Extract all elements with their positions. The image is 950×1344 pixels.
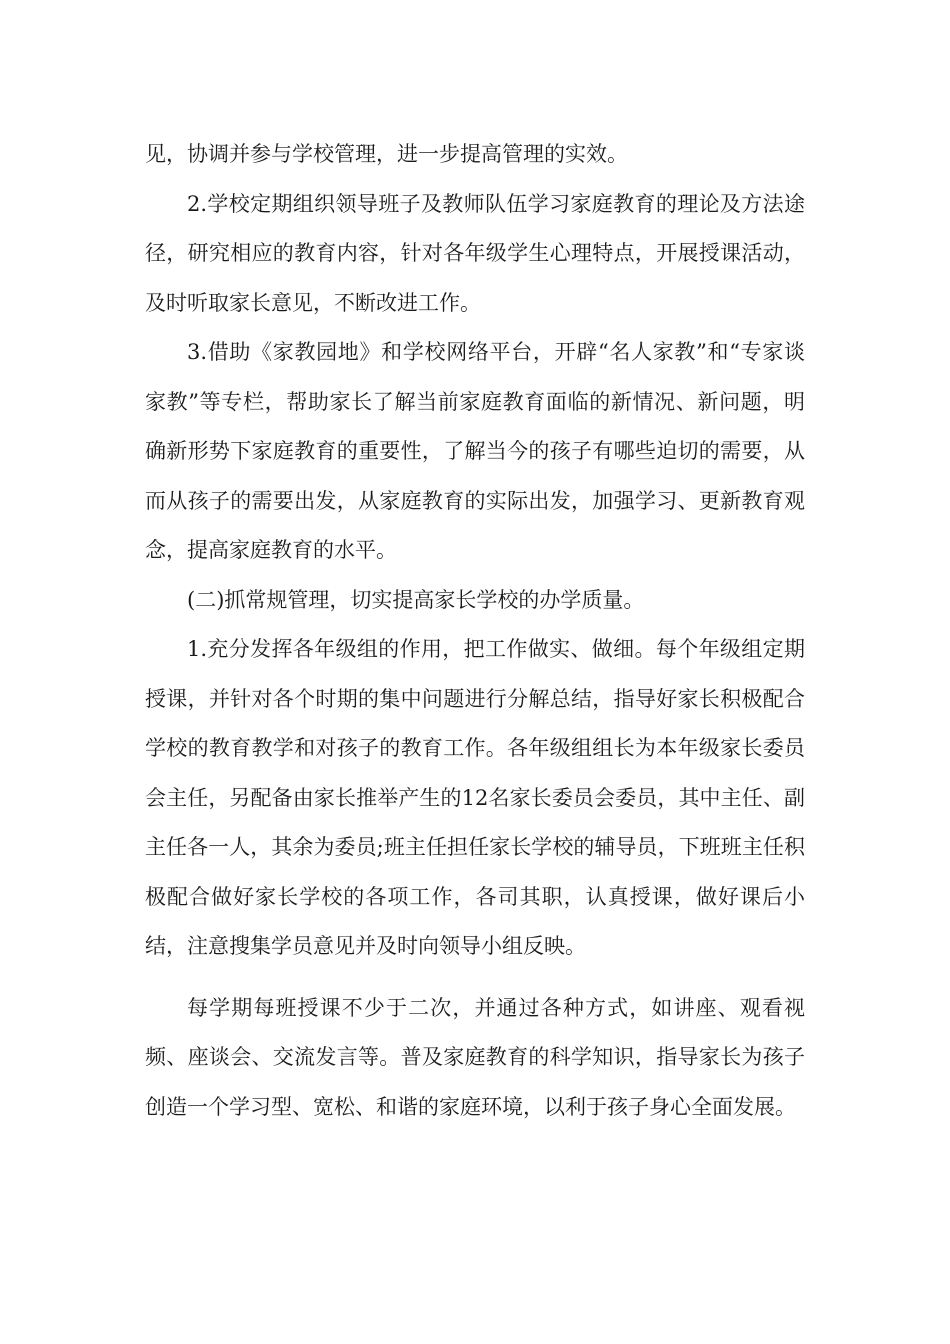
paragraph-teaching-frequency: 每学期每班授课不少于二次，并通过各种方式，如讲座、观看视频、座谈会、交流发言等。普及家庭教育的科学知识，指导家长为孩子创造一个学习型、宽松、和谐的家庭环境，以利于孩子身心全面发展。 xyxy=(145,995,805,1119)
paragraph-continuation: 见，协调并参与学校管理，进一步提高管理的实效。 xyxy=(145,142,628,166)
document-body xyxy=(145,130,805,1132)
section-heading-2: (二)抓常规管理，切实提高家长学校的办学质量。 xyxy=(187,587,645,612)
paragraph-item-2: 2.学校定期组织领导班子及教师队伍学习家庭教育的理论及方法途径，研究相应的教育内容，针对各年级学生心理特点，开展授课活动，及时听取家长意见，不断改进工作。 xyxy=(145,191,805,315)
paragraph-item-3: 3.借助《家教园地》和学校网络平台，开辟“名人家教”和“专家谈家教”等专栏，帮助家长了解当前家庭教育面临的新情况、新问题，明确新形势下家庭教育的重要性，了解当今的孩子有哪些迫切的需要，从而从孩子的需要出发，从家庭教育的实际出发，加强学习、更新教育观念，提高家庭教育的水平。 xyxy=(145,340,805,562)
paragraph-item-1: 1.充分发挥各年级组的作用，把工作做实、做细。每个年级组定期授课，并针对各个时期的集中问题进行分解总结，指导好家长积极配合学校的教育教学和对孩子的教育工作。各年级组组长为本年级家长委员会主任，另配备由家长推举产生的12名家长委员会委员，其中主任、副主任各一人，其余为委员;班主任担任家长学校的辅导员，下班班主任积极配合做好家长学校的各项工作，各司其职，认真授课，做好课后小结，注意搜集学员意见并及时向领导小组反映。 xyxy=(145,637,805,958)
